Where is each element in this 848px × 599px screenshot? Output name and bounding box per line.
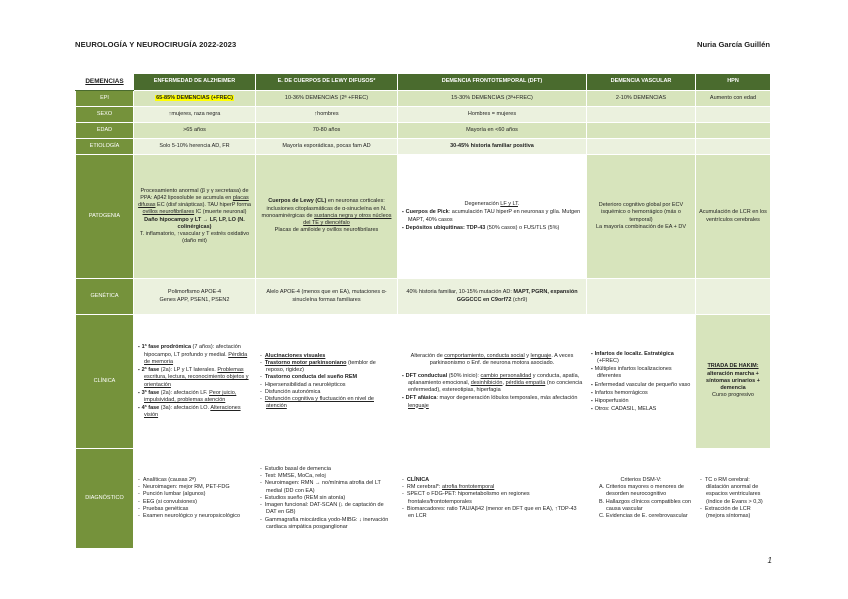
row-label-sexo: SEXO	[76, 107, 134, 123]
list-item: - EEG (si convulsiones)	[144, 499, 252, 506]
list	[401, 372, 583, 410]
text: (+FREC)	[597, 357, 619, 364]
col-header-hpn: HPN	[696, 74, 771, 91]
text: Problemas escritura, lectura, reconocimiento objetos y orientación	[144, 367, 249, 388]
list-item: - Examen neurológico y neuropsicológico	[144, 513, 252, 520]
text: y	[524, 353, 531, 360]
text: 3ª fase	[141, 389, 160, 396]
text: Placas de amiloide y ovillos neurofibrilares	[274, 227, 379, 234]
text: desinhibición	[470, 379, 503, 386]
cell-edad-dft: Mayoría en <60 años	[398, 123, 587, 139]
cell-etiologia-alz: Solo 5-10% herencia AD, FR	[134, 139, 256, 155]
cell-clinica-vasc	[587, 315, 696, 449]
text: 4ª fase	[141, 405, 160, 412]
list	[137, 477, 252, 520]
document-author: Nuria García Guillén	[696, 40, 770, 49]
text: (3a): afectación LO.	[159, 405, 211, 412]
list-item	[405, 394, 583, 409]
text: (2a): afectación LF.	[159, 389, 210, 396]
cell-genetica-hpn	[696, 279, 771, 315]
cell-patogenia-alz	[134, 155, 256, 279]
cell-genetica-vasc	[587, 279, 696, 315]
list-item	[141, 343, 252, 366]
col-header-lewy: E. DE CUERPOS DE LEWY DIFUSOS*	[256, 74, 398, 91]
row-label-clinica: CLÍNICA	[76, 315, 134, 449]
list-item: - Neuroimagen: mejor RM, PET-FDG	[144, 484, 252, 491]
cell-patogenia-hpn: Acumulación de LCR en los ventrículos cerebrales	[696, 155, 771, 279]
text: (50% inicio):	[447, 372, 481, 379]
cell-sexo-hpn	[696, 107, 771, 123]
list-item	[266, 382, 394, 389]
table-row	[76, 449, 771, 549]
cell-epi-lewy: 10-36% DEMENCIAS (2ª +FREC)	[256, 91, 398, 107]
list-item	[266, 360, 394, 374]
text: RM cerebral*:	[406, 484, 442, 491]
text: La mayoría combinación de EA + DV	[595, 223, 687, 230]
text: Alteraciones visión	[144, 405, 241, 419]
text: EC (disf sinápticas). TAU hiperP forma	[155, 202, 251, 209]
list-item: A. Criterios mayores o menores de desorden neurocognitivo	[599, 484, 684, 498]
text: Alteración de	[410, 353, 445, 360]
list	[259, 466, 394, 531]
text: Procesamiento anormal (β y γ secretasa) de PPA: Aβ42 liposoluble se acumula en	[140, 187, 249, 201]
text: (7 años): afectación hipocampo, LT profundo y medial.	[144, 344, 241, 358]
cell-clinica-dft	[398, 315, 587, 449]
list-item: - Neuroimagen: RMN → no/mínima atrofia del LT medial (DD con EA)	[266, 480, 394, 494]
dementia-comparison-table	[75, 73, 771, 549]
text: (temblor de reposo, rigidez)	[266, 359, 376, 374]
list-item	[405, 224, 583, 232]
list-item	[141, 366, 252, 389]
cell-epi-vasc: 2-10% DEMENCIAS	[587, 91, 696, 107]
list	[699, 477, 767, 520]
list-item: - Extracción de LCR (mejora síntomas)	[706, 506, 767, 520]
cell-etiologia-dft: 30-45% historia familiar positiva	[398, 139, 587, 155]
text: lenguaje	[408, 402, 429, 409]
text: ovillos neurofibrilares	[142, 209, 195, 216]
cell-sexo-dft: Hombres = mujeres	[398, 107, 587, 123]
cell-patogenia-dft	[398, 155, 587, 279]
list-item: B. Hallazgos clínicos compatibles con causa vascular	[599, 498, 692, 512]
text: LF y LT	[500, 201, 518, 208]
text: 1ª fase prodrómica	[141, 344, 192, 351]
text: IC (muerte neuronal)	[194, 209, 247, 216]
cell-epi-alz	[134, 91, 256, 107]
cell-epi-dft: 15-30% DEMENCIAS (3ª+FREC)	[398, 91, 587, 107]
text: alteración marcha + síntomas urinarios + demencia	[706, 370, 760, 392]
table-row	[76, 279, 771, 315]
cell-edad-vasc	[587, 123, 696, 139]
cell-edad-alz: >65 años	[134, 123, 256, 139]
text: : acumulación TAU hiperP en neuronas y glía. Mutgen MAPT, 40% casos	[408, 209, 581, 223]
cell-sexo-alz: ↑mujeres, raza negra	[134, 107, 256, 123]
cell-diagnostico-dft	[398, 449, 587, 549]
list-item	[266, 374, 394, 381]
table-corner-title: DEMENCIAS	[76, 74, 134, 91]
cell-genetica-alz	[134, 279, 256, 315]
cell-epi-hpn: Aumento con edad	[696, 91, 771, 107]
text: placas difusas	[138, 194, 249, 209]
text: .	[517, 201, 520, 208]
text	[401, 353, 583, 367]
row-label-diagnostico: DIAGNÓSTICO	[76, 449, 134, 549]
table-row	[76, 315, 771, 449]
text: Criterios DSM-V:	[620, 476, 662, 483]
text: TRIADA DE HAKIM:	[707, 363, 759, 370]
row-label-epi: EPI	[76, 91, 134, 107]
text: DFT conductual	[405, 372, 448, 379]
text: y conducta, apatía, aplanamiento emocional,	[408, 372, 580, 386]
cell-patogenia-lewy	[256, 155, 398, 279]
text: (50% casos) o FUS/TLS (5%)	[485, 224, 560, 231]
text: Trastorno motor parkinsoniano	[264, 359, 347, 366]
text: Disfunción autonómica	[264, 388, 321, 395]
text	[401, 201, 583, 208]
list	[401, 477, 583, 520]
list-item: ▪ Infartos hemorrágicos	[597, 389, 692, 397]
list-item: - Punción lumbar (algunos)	[144, 491, 252, 498]
list-item	[266, 389, 394, 396]
text: lenguaje	[530, 353, 552, 360]
list-item: - Estudios sueño (REM sin atonía)	[266, 495, 394, 502]
table-row	[76, 155, 771, 279]
table-row	[76, 107, 771, 123]
list-item: - Test: MMSE, MoCa, reloj	[266, 473, 394, 480]
text: Peor juicio, impulsividad, problemas atención	[144, 389, 237, 403]
list-item: ▪ Enfermedad vascular de pequeño vaso	[597, 381, 692, 389]
list-item	[141, 389, 252, 404]
table-header-row	[76, 74, 771, 91]
list-item: ▪ Hipoperfusión	[597, 397, 692, 405]
text: atrofia frontotemporal	[442, 484, 495, 491]
text: pérdida empatía	[505, 379, 546, 386]
list-item: - Imagen funcional: DAT-SCAN (↓ de captación de DAT en GB)	[266, 502, 394, 516]
list	[401, 208, 583, 232]
cell-diagnostico-lewy	[256, 449, 398, 549]
highlighted-text: 65-85% DEMENCIAS (+FREC)	[156, 94, 233, 101]
page-number: 1	[767, 556, 772, 565]
list-item	[405, 208, 583, 223]
cell-edad-hpn	[696, 123, 771, 139]
list	[590, 350, 692, 414]
text: 2ª fase	[141, 367, 160, 374]
list-item: - Analíticas (causas 2ª)	[144, 477, 252, 484]
text: (chr9)	[511, 296, 528, 303]
text: Depósitos ubiquitinas: TDP-43	[405, 224, 486, 231]
cell-genetica-lewy: Alelo APOE-4 (menos que en EA), mutaciones α-sinucleína formas familiares	[256, 279, 398, 315]
text: Deterioro cognitivo global por ECV isquémico o hemorrágico (más o temporal)	[598, 202, 684, 223]
list-item: - TC o RM cerebral: dilatación anormal de espacios ventriculares (índice de Evans > 0,3)	[706, 477, 767, 506]
list	[590, 484, 692, 520]
text: DFT afásica	[405, 395, 437, 402]
table-row	[76, 91, 771, 107]
list	[259, 353, 394, 411]
text: Cuerpos de Pick	[405, 209, 449, 216]
text: Alucinaciones visuales	[264, 352, 326, 359]
text: Trastorno conducta del sueño REM	[264, 374, 358, 381]
text: (no conciencia enfermedad), estereotipias, hiperfagia	[408, 379, 583, 394]
list-item: - Gammagrafía miocárdica yodo-MIBG: ↓ inervación cardiaca simpática posganglionar	[266, 517, 394, 531]
row-label-edad: EDAD	[76, 123, 134, 139]
list-item	[141, 404, 252, 419]
text: comportamiento, conducta social	[444, 353, 525, 360]
text: T. inflamatorio, ↑vascular y T estrés oxidativo (daño mit)	[139, 230, 250, 245]
list-item: ▪ Múltiples infartos localizaciones diferentes	[597, 365, 692, 380]
text: Polimorfismo APOE-4	[167, 289, 222, 296]
cell-diagnostico-hpn	[696, 449, 771, 549]
text: 40% historia familiar, 10-15% mutación AD:	[406, 289, 514, 296]
text: en neuronas corticales: inclusiones citoplasmáticas de α-sinucleína en N. monoaminérgicas de	[261, 198, 387, 219]
document-header-title: NEUROLOGÍA Y NEUROCIRUGÍA 2022-2023	[75, 40, 237, 49]
text: sustancia negra y otros núcleos del TE y diencéfalo	[303, 212, 392, 227]
text: Infartos de localiz. Estratégica	[594, 350, 674, 357]
row-label-genetica: GENÉTICA	[76, 279, 134, 315]
cell-diagnostico-alz	[134, 449, 256, 549]
list-item	[408, 477, 583, 484]
cell-clinica-alz	[134, 315, 256, 449]
col-header-dft: DEMENCIA FRONTOTEMPORAL (DFT)	[398, 74, 587, 91]
list-item	[408, 484, 583, 491]
text: Disfunción cognitiva y fluctuación en nivel de atención	[264, 395, 374, 410]
cell-etiologia-vasc	[587, 139, 696, 155]
text: cambio personalidad	[480, 372, 532, 379]
list-item: - Estudio basal de demencia	[266, 466, 394, 473]
cell-clinica-hpn	[696, 315, 771, 449]
list-item: - Pruebas genéticas	[144, 506, 252, 513]
text: : mayor degeneración lóbulos temporales, más afectación	[436, 395, 578, 402]
cell-etiologia-lewy: Mayoría esporádicas, pocas fam AD	[256, 139, 398, 155]
col-header-alzheimer: ENFERMEDAD DE ALZHEIMER	[134, 74, 256, 91]
text: ,	[502, 379, 506, 386]
row-label-etiologia: ETIOLOGÍA	[76, 139, 134, 155]
list-item	[266, 396, 394, 410]
text: Genes APP, PSEN1, PSEN2	[159, 296, 230, 303]
list	[137, 343, 252, 419]
cell-edad-lewy: 70-80 años	[256, 123, 398, 139]
cell-etiologia-hpn	[696, 139, 771, 155]
text: Curso progresivo	[712, 392, 754, 399]
text: (2a): LP y LT laterales.	[159, 367, 218, 374]
cell-patogenia-vasc	[587, 155, 696, 279]
cell-clinica-lewy	[256, 315, 398, 449]
list-item: C. Evidencias de E. cerebrovascular	[599, 512, 688, 519]
text: MAPT, PGRN, expansión GGGCCC en C9orf72	[456, 289, 578, 303]
table-row	[76, 139, 771, 155]
cell-genetica-dft	[398, 279, 587, 315]
list-item: ▪ Otros: CADASIL, MELAS	[597, 405, 692, 413]
table-row	[76, 123, 771, 139]
list-item	[405, 372, 583, 395]
col-header-vascular: DEMENCIA VASCULAR	[587, 74, 696, 91]
row-label-patogenia: PATOGENIA	[76, 155, 134, 279]
list-item: - SPECT o FDG-PET: hipometabolismo en regiones frontales/frontotemporales	[408, 491, 583, 505]
cell-diagnostico-vasc	[587, 449, 696, 549]
text: Hipersensibilidad a neurolépticos	[264, 381, 346, 388]
list-item	[266, 353, 394, 360]
text: Pérdida de memoria	[144, 351, 248, 365]
text: . A veces parkinsonismo o Enf. de neurona motora asociado.	[429, 353, 574, 367]
cell-sexo-vasc	[587, 107, 696, 123]
text: Daño hipocampo y LT → LF, LP, LO (N. colinérgicas)	[144, 216, 245, 230]
list-item: - Biomarcadores: ratio TAU/Aβ42 (menor en DFT que en EA), ↑TDP-43 en LCR	[408, 506, 583, 520]
list-item	[594, 350, 692, 365]
text: Degeneración	[464, 201, 501, 208]
cell-sexo-lewy: ↑hombres	[256, 107, 398, 123]
text: Cuerpos de Lewy (CL)	[268, 198, 327, 205]
text: CLÍNICA	[406, 476, 430, 483]
